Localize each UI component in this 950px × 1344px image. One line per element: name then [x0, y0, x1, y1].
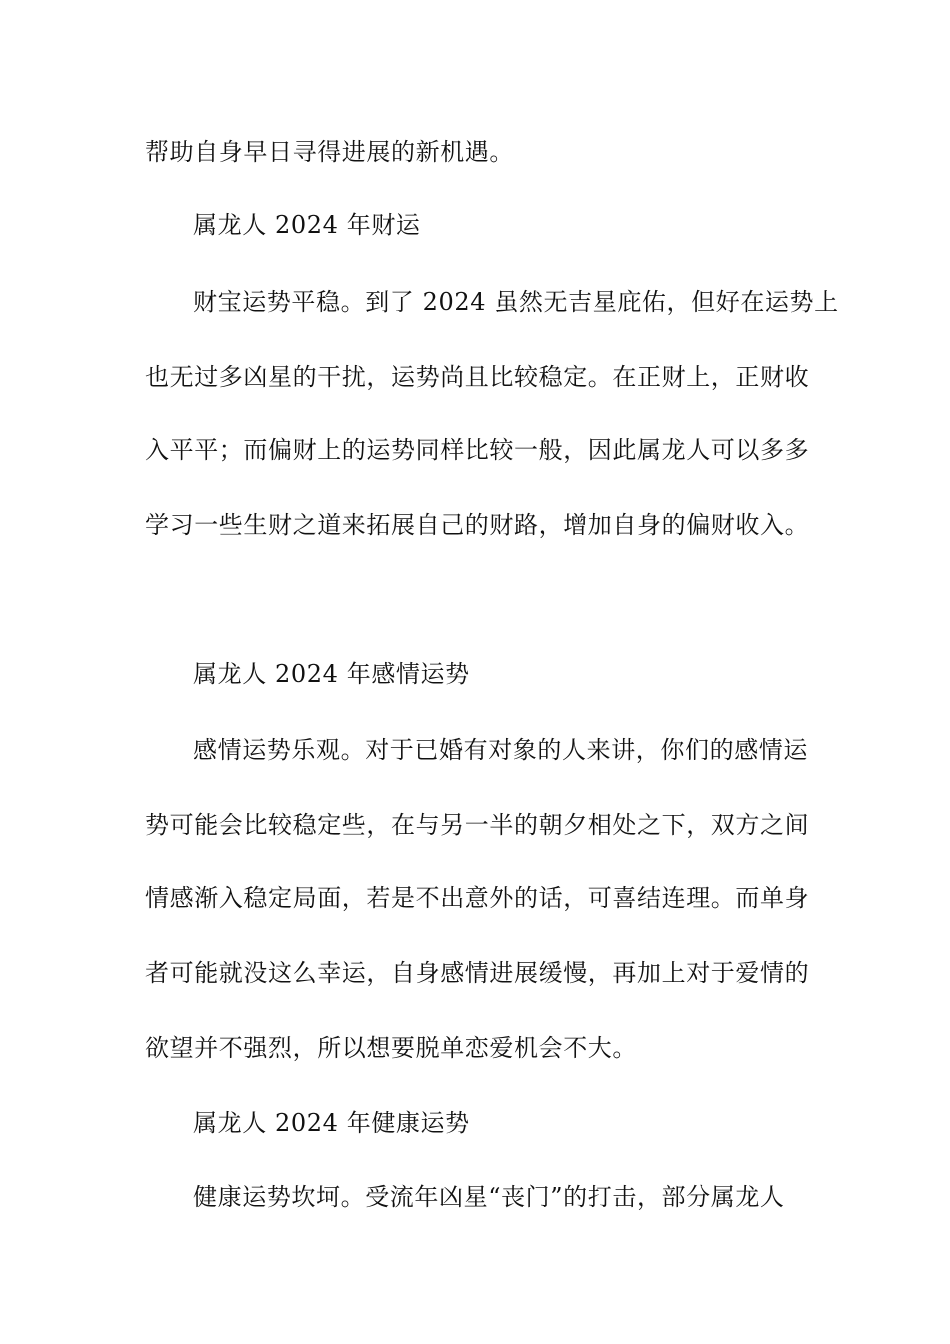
paragraph-line: 学习一些生财之道来拓展自己的财路，增加自身的偏财收入。 [145, 511, 810, 539]
paragraph-line: 财宝运势平稳。到了 2024 虽然无吉星庇佑，但好在运势上 [193, 288, 839, 316]
paragraph-line: 者可能就没这么幸运，自身感情进展缓慢，再加上对于爱情的 [145, 959, 810, 987]
paragraph-line: 欲望并不强烈，所以想要脱单恋爱机会不大。 [145, 1034, 637, 1062]
paragraph-line: 帮助自身早日寻得进展的新机遇。 [145, 138, 514, 166]
paragraph-line: 情感渐入稳定局面，若是不出意外的话，可喜结连理。而单身 [145, 884, 810, 912]
section-heading-health: 属龙人 2024 年健康运势 [193, 1109, 470, 1137]
section-heading-love: 属龙人 2024 年感情运势 [193, 660, 470, 688]
paragraph-line: 势可能会比较稳定些，在与另一半的朝夕相处之下，双方之间 [145, 811, 810, 839]
paragraph-line: 感情运势乐观。对于已婚有对象的人来讲，你们的感情运 [193, 736, 808, 764]
paragraph-line: 健康运势坎坷。受流年凶星“丧门”的打击，部分属龙人 [193, 1183, 785, 1211]
paragraph-line: 也无过多凶星的干扰，运势尚且比较稳定。在正财上，正财收 [145, 363, 810, 391]
section-heading-wealth: 属龙人 2024 年财运 [193, 211, 421, 239]
paragraph-line: 入平平；而偏财上的运势同样比较一般，因此属龙人可以多多 [145, 436, 810, 464]
